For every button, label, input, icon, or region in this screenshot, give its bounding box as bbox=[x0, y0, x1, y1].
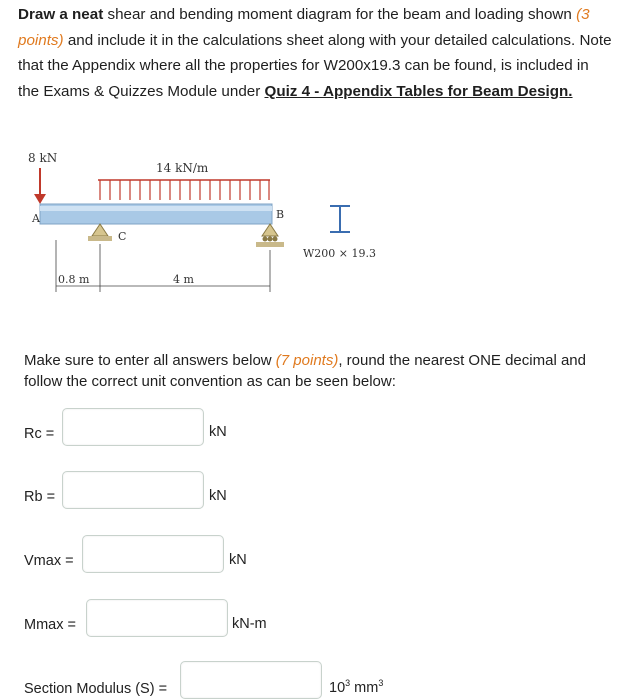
roller-3 bbox=[273, 237, 278, 242]
distributed-load-label: 14 kN/m bbox=[156, 161, 209, 175]
appendix-link[interactable]: Quiz 4 - Appendix Tables for Beam Design. bbox=[264, 82, 573, 100]
point-load-arrowhead bbox=[34, 194, 46, 204]
rb-input[interactable] bbox=[62, 471, 204, 509]
label-a: A bbox=[32, 212, 40, 225]
support-c-base bbox=[88, 236, 112, 241]
rc-input[interactable] bbox=[62, 408, 204, 446]
support-c bbox=[92, 224, 108, 236]
rb-label: Rb = bbox=[24, 489, 56, 505]
instructions-text bbox=[24, 350, 614, 392]
section-label: W200 × 19.3 bbox=[303, 247, 377, 260]
mmax-label: Mmax = bbox=[24, 617, 76, 633]
rc-label: Rc = bbox=[24, 426, 55, 442]
instructions-points: (7 points) bbox=[275, 352, 339, 369]
question-text bbox=[18, 2, 613, 104]
question-points: (3 points) bbox=[18, 6, 590, 49]
point-load-label: 8 kN bbox=[28, 151, 58, 165]
distributed-load-arrows bbox=[100, 180, 269, 200]
support-b bbox=[262, 224, 278, 236]
vmax-input[interactable] bbox=[82, 535, 224, 573]
roller-1 bbox=[263, 237, 268, 242]
unit-exp: 3 bbox=[345, 678, 351, 688]
roller-2 bbox=[268, 237, 273, 242]
label-b: B bbox=[276, 208, 285, 221]
question-part1: shear and bending moment diagram for the beam and loading shown bbox=[103, 6, 577, 23]
label-c: C bbox=[118, 230, 127, 243]
unit-tail-exp: 3 bbox=[378, 678, 384, 688]
section-modulus-unit bbox=[329, 678, 383, 696]
rb-unit: kN bbox=[209, 488, 227, 504]
i-beam-icon bbox=[330, 206, 350, 232]
mmax-input[interactable] bbox=[86, 599, 228, 637]
unit-base: 10 bbox=[329, 679, 346, 696]
mmax-unit: kN-m bbox=[232, 616, 267, 632]
section-modulus-input[interactable] bbox=[180, 661, 322, 699]
support-b-base bbox=[256, 242, 284, 247]
beam-diagram bbox=[18, 140, 418, 305]
vmax-unit: kN bbox=[229, 552, 247, 568]
question-bold-lead: Draw a neat bbox=[18, 6, 104, 23]
rc-unit: kN bbox=[209, 424, 227, 440]
question-part2: and include it in the calculations sheet along with your detailed calculations. Note that the Appendix where all the properties for W200x19.3 can be found, is included in the Exams & Quizzes Module under bbox=[18, 31, 612, 100]
dim-span: 4 m bbox=[173, 273, 194, 286]
dim-overhang: 0.8 m bbox=[58, 273, 90, 286]
vmax-label: Vmax = bbox=[24, 553, 74, 569]
instructions-part1: Make sure to enter all answers below bbox=[24, 352, 276, 369]
section-modulus-label: Section Modulus (S) = bbox=[24, 681, 168, 697]
instructions-part2: , round the nearest ONE decimal and follow the correct unit convention as can be seen below: bbox=[24, 352, 586, 390]
beam-highlight bbox=[40, 206, 272, 211]
unit-tail: mm bbox=[350, 679, 379, 696]
